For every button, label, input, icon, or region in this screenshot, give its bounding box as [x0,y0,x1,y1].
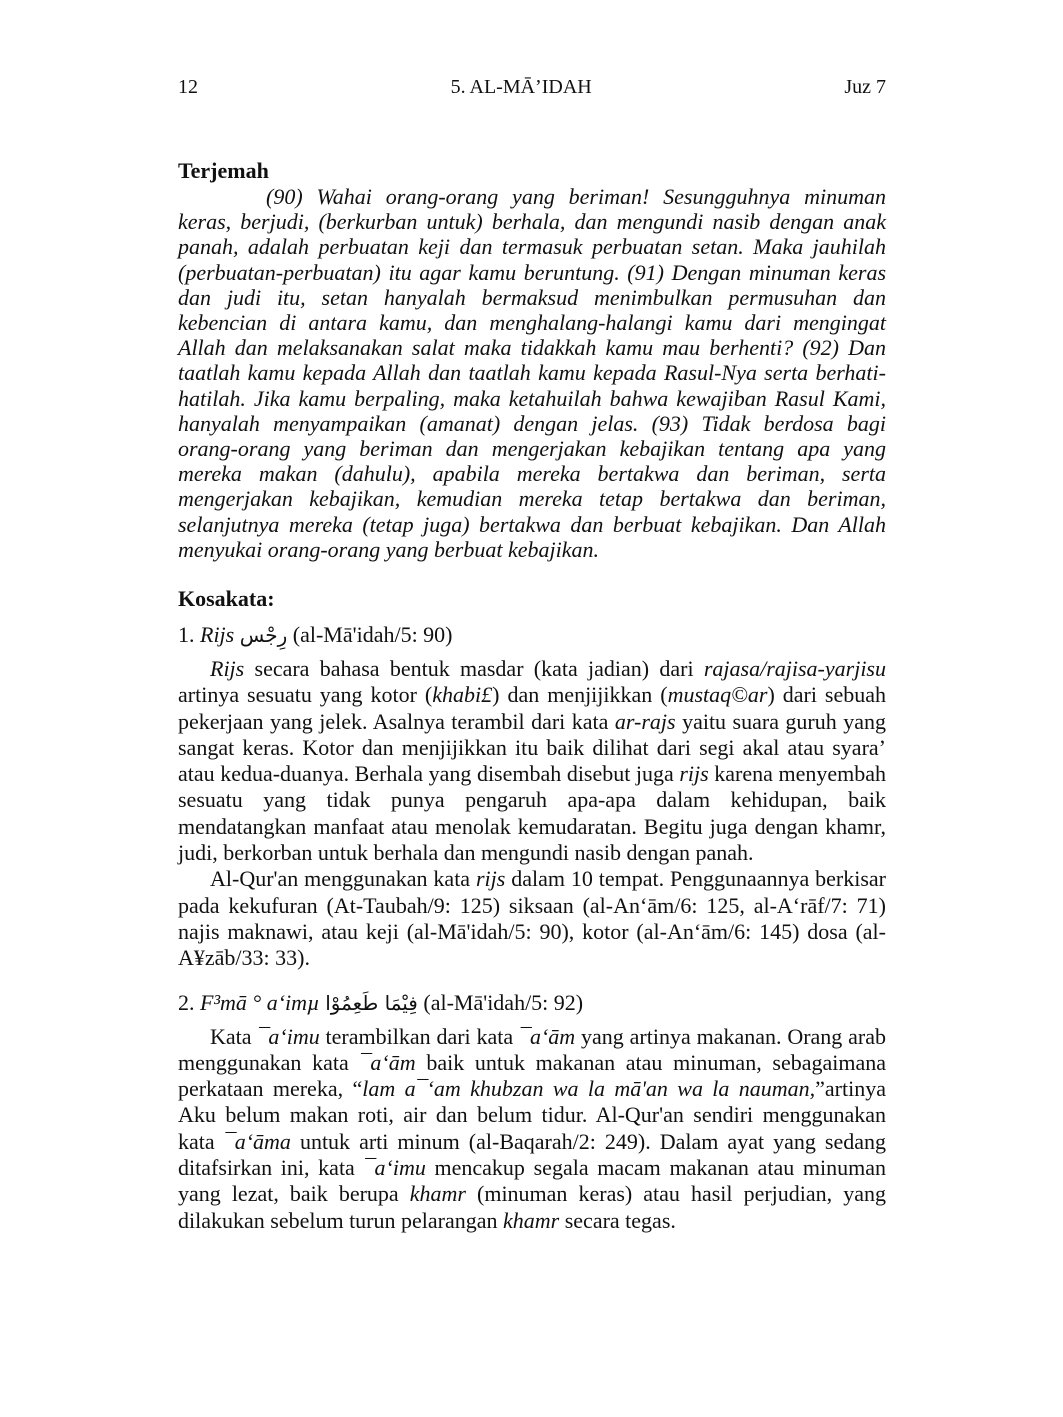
entry-1-paragraph-2: Al-Qur'an menggunakan kata rijs dalam 10 tempat. Penggunaannya berkisar pada kekufuran (At-Taubah/9: 125) siksaan (al-An‘ām/6: 125, al-A‘rāf/7: 71) najis maknawi, atau keji (al-Mā'idah/5: 90), kotor (al-An‘ām/6: 145) dosa (al-A¥zāb/33: 33). [178,866,886,971]
entry-1-arabic: رِجْس [239,623,288,647]
entry-1-ref: (al-Mā'idah/5: 90) [292,622,453,647]
entry-1-number: 1. [178,622,195,647]
terjemah-heading: Terjemah [178,158,269,183]
entry-1-paragraph-1: Rijs secara bahasa bentuk masdar (kata jadian) dari rajasa/rajisa-yarjisu artinya sesuatu yang kotor (khabi£) dan menjijikkan (mustaq©ar) dari sebuah pekerjaan yang jelek. Asalnya terambil dari kata ar-rajs yaitu suara guruh yang sangat keras. Kotor dan menjijikkan itu baik dilihat dari segi akal atau syara’ atau kedua-duanya. Berhala yang disembah disebut juga rijs karena menyembah sesuatu yang tidak punya pengaruh apa-apa dalam kehidupan, baik mendatangkan manfaat atau menolak kemudaratan. Begitu juga dengan khamr, judi, berkorban untuk berhala dan mengundi nasib dengan panah. [178,656,887,866]
entry-1-term: Rijs [200,622,235,647]
terjemah-text: (90) Wahai orang-orang yang beriman! Sesungguhnya minuman keras, berjudi, (berkurban untuk) berhala, dan mengundi nasib dengan anak panah, adalah perbuatan keji dan termasuk perbuatan setan. Maka jauhilah (perbuatan-perbuatan) itu agar kamu beruntung. (91) Dengan minuman keras dan judi itu, setan hanyalah bermaksud menimbulkan permusuhan dan kebencian di antara kamu, dan menghalang-halangi kamu dari mengingat Allah dan melaksanakan salat maka tidakkah kamu mau berhenti? (92) Dan taatlah kamu kepada Allah dan taatlah kamu kepada Rasul-Nya serta berhati-hatilah. Jika kamu berpaling, maka ketahuilah bahwa kewajiban Rasul Kami, hanyalah menyampaikan (amanat) dengan jelas. (93) Tidak berdosa bagi orang-orang yang beriman dan mengerjakan kebajikan tentang apa yang mereka makan (dahulu), apabila mereka bertakwa dan beriman, serta mengerjakan kebajikan, kemudian mereka tetap bertakwa dan beriman, selanjutnya mereka (tetap juga) bertakwa dan berbuat kebajikan. Dan Allah menyukai orang-orang yang berbuat kebajikan. [178,184,886,562]
surah-title: 5. AL-MĀ’IDAH [450,76,592,98]
terjemah-section [178,158,886,562]
entry-2-title [178,988,886,1018]
entry-2-arabic: فِيْمَا طَعِمُوْا [325,990,418,1015]
juz-label: Juz 7 [844,76,886,98]
entry-1-title [178,620,886,650]
kosakata-heading: Kosakata: [178,586,275,611]
entry-2-term: F³mā ° a‘imµ [200,989,320,1015]
page-header [178,76,886,99]
kosakata-section [178,586,886,1234]
entry-2-ref: (al-Mā'idah/5: 92) [423,989,584,1015]
page-number: 12 [178,76,198,98]
entry-2-paragraph-1: Kata ¯a‘imu terambilkan dari kata ¯a‘ām yang artinya makanan. Orang arab menggunakan kata ¯a‘ām baik untuk makanan atau minuman, sebagaimana perkataan mereka, “lam a¯‘am khubzan wa la mā'an wa la nauman,”artinya Aku belum makan roti, air dan belum tidur. Al-Qur'an sendiri menggunakan kata ¯a‘āma untuk arti minum (al-Baqarah/2: 249). Dalam ayat yang sedang ditafsirkan ini, kata ¯a‘imu mencakup segala macam makanan atau minuman yang lezat, baik berupa khamr (minuman keras) atau hasil perjudian, yang dilakukan sebelum turun pelarangan khamr secara tegas. [178,1023,887,1233]
entry-2-number: 2. [178,989,195,1015]
